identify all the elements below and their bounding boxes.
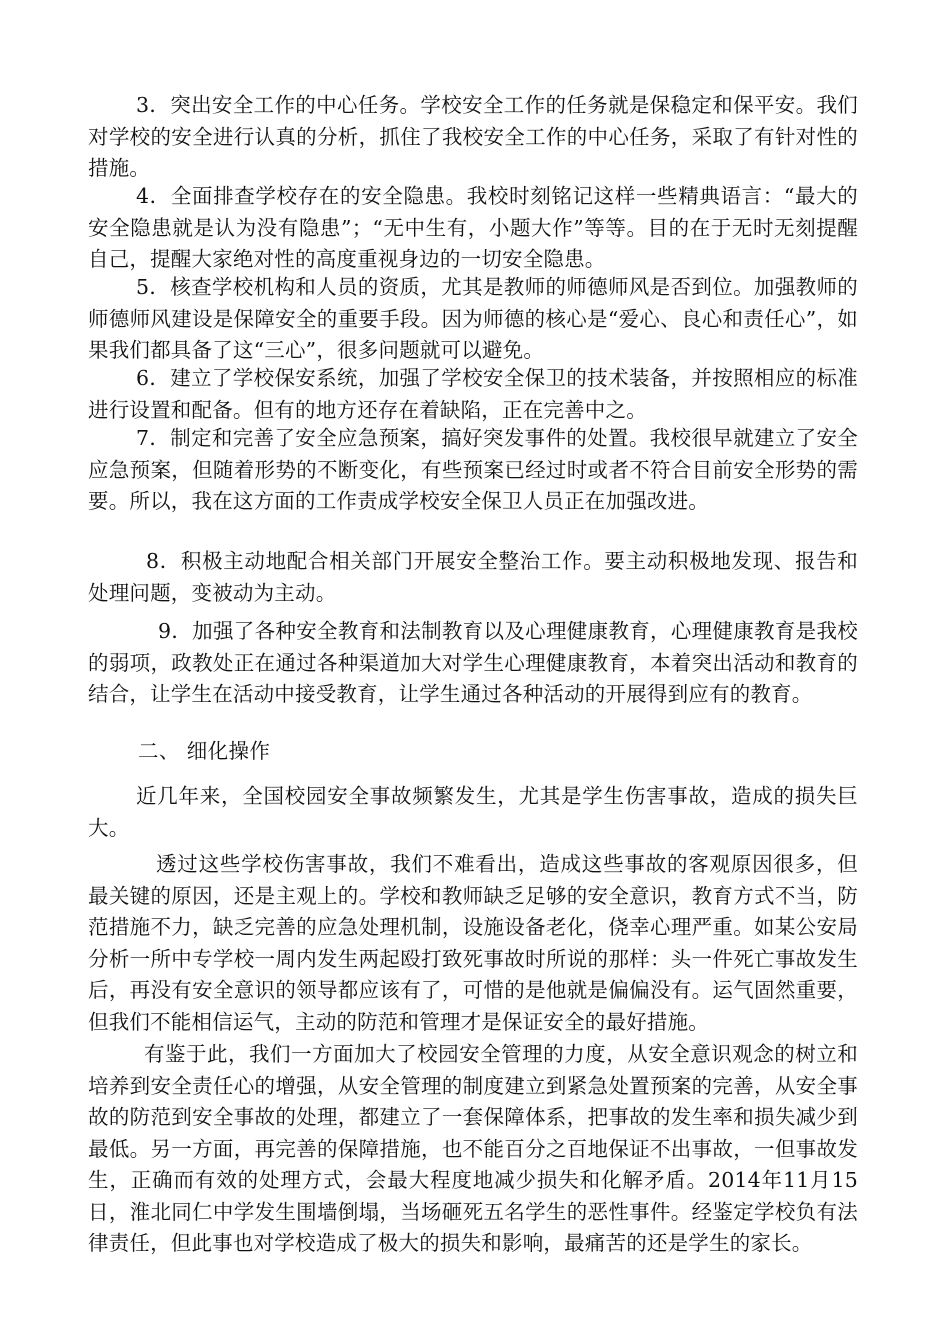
section-heading: 二、 细化操作	[138, 739, 271, 763]
section-paragraph-2: 透过这些学校伤害事故，我们不难看出，造成这些事故的客观原因很多，但最关键的原因，还是主观上的。学校和教师缺乏足够的安全意识，教育方式不当，防范措施不力，缺乏完善的应急处理机制，设施设备老化，侥幸心理严重。如某公安局分析一所中专学校一周内发生两起殴打致死事故时所说的那样：头一件死亡事故发生后，再没有安全意识的领导都应该有了，可惜的是他就是偏偏没有。运气固然重要，但我们不能相信运气，主动的防范和管理才是保证安全的最好措施。	[88, 852, 858, 1034]
paragraph-item-6: 6．建立了学校保安系统，加强了学校安全保卫的技术装备，并按照相应的标准进行设置和配备。但有的地方还存在着缺陷，正在完善中之。	[88, 366, 858, 422]
section-paragraph-1: 近几年来，全国校园安全事故频繁发生，尤其是学生伤害事故，造成的损失巨大。	[88, 784, 858, 840]
paragraph-item-5: 5．核查学校机构和人员的资质，尤其是教师的师德师风是否到位。加强教师的师德师风建设是保障安全的重要手段。因为师德的核心是“爱心、良心和责任心”，如果我们都具备了这“三心”，很多问题就可以避免。	[88, 275, 858, 362]
paragraph-item-3: 3．突出安全工作的中心任务。学校安全工作的任务就是保稳定和保平安。我们对学校的安全进行认真的分析，抓住了我校安全工作的中心任务，采取了有针对性的措施。	[88, 93, 858, 180]
paragraph-item-9: 9．加强了各种安全教育和法制教育以及心理健康教育，心理健康教育是我校的弱项，政教处正在通过各种渠道加大对学生心理健康教育，本着突出活动和教育的结合，让学生在活动中接受教育，让学生通过各种活动的开展得到应有的教育。	[88, 619, 858, 706]
paragraph-item-4: 4．全面排查学校存在的安全隐患。我校时刻铭记这样一些精典语言：“最大的安全隐患就是认为没有隐患”；“无中生有，小题大作”等等。目的在于无时无刻提醒自己，提醒大家绝对性的高度重视身边的一切安全隐患。	[88, 184, 858, 271]
paragraph-item-7: 7．制定和完善了安全应急预案，搞好突发事件的处置。我校很早就建立了安全应急预案，但随着形势的不断变化，有些预案已经过时或者不符合目前安全形势的需要。所以，我在这方面的工作责成学校安全保卫人员正在加强改进。	[88, 426, 858, 513]
section-paragraph-3: 有鉴于此，我们一方面加大了校园安全管理的力度，从安全意识观念的树立和培养到安全责任心的增强，从安全管理的制度建立到紧急处置预案的完善，从安全事故的防范到安全事故的处理，都建立了一套保障体系，把事故的发生率和损失减少到最低。另一方面，再完善的保障措施，也不能百分之百地保证不出事故，一但事故发生，正确而有效的处理方式，会最大程度地减少损失和化解矛盾。2014年11月15日，淮北同仁中学发生围墙倒塌，当场砸死五名学生的恶性事件。经鉴定学校负有法律责任，但此事也对学校造成了极大的损失和影响，最痛苦的还是学生的家长。	[88, 1042, 858, 1255]
paragraph-item-8: 8．积极主动地配合相关部门开展安全整治工作。要主动积极地发现、报告和处理问题，变被动为主动。	[88, 549, 858, 605]
